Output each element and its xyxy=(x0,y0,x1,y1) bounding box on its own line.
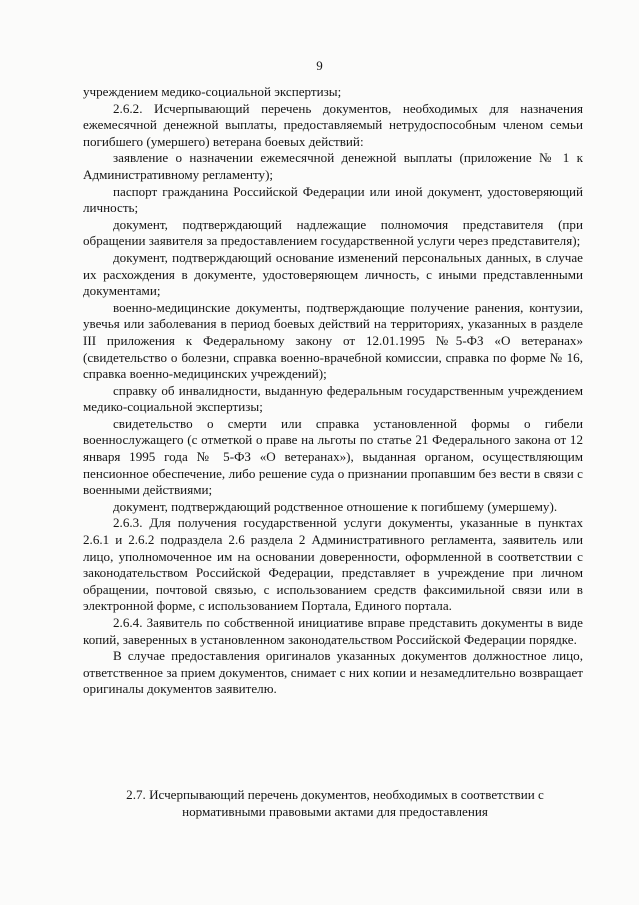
paragraph-2-6-3: 2.6.3. Для получения государственной услуги документы, указанные в пунктах 2.6.1 и 2.6.2 подраздела 2.6 раздела 2 Административного регламента, заявитель или лицо, уполномоченное им на основании доверенности, оформленной в соответствии с законодательством Российской Федерации, представляет в учреждение при личном обращении, почтовой связью, с использованием средств факсимильной связи или в электронной форме, с использованием Портала, Единого портала. xyxy=(83,515,583,614)
section-heading-2-7: 2.7. Исчерпывающий перечень документов, необходимых в соответствии с нормативными правовыми актами для предоставления xyxy=(126,787,544,819)
list-item-death-certificate: свидетельство о смерти или справка установленной формы о гибели военнослужащего (с отметкой о праве на льготы по статье 21 Федерального закона от 12 января 1995 года № 5-ФЗ «О ветеранах»), выданная органом, осуществляющим пенсионное обеспечение, либо решение суда о признании пропавшим без вести в связи с военными действиями; xyxy=(83,415,583,498)
paragraph-2-6-4: 2.6.4. Заявитель по собственной инициативе вправе представить документы в виде копий, заверенных в установленном законодательством Российской Федерации порядке. xyxy=(83,615,583,647)
list-item-medical-documents: военно-медицинские документы, подтверждающие получение ранения, контузии, увечья или заболевания в период боевых действий на территориях, указанных в разделе III приложения к Федеральному закону от 12.01.1995 №5-ФЗ «О ветеранах» (свидетельство о болезни, справка военно-врачебной комиссии, справка по форме № 16, справка военно-медицинских учреждений); xyxy=(83,299,583,382)
list-item-representative: документ, подтверждающий надлежащие полномочия представителя (при обращении заявителя за предоставлением государственной услуги через представителя); xyxy=(83,216,583,249)
paragraph-continuation: учреждением медико-социальной экспертизы; xyxy=(83,84,342,99)
list-item-passport: паспорт гражданина Российской Федерации или иной документ, удостоверяющий личность; xyxy=(83,183,583,216)
list-item-disability: справку об инвалидности, выданную федеральным государственным учреждением медико-социальной экспертизы; xyxy=(83,382,583,415)
list-item-application: заявление о назначении ежемесячной денежной выплаты (приложение № 1 к Административному регламенту); xyxy=(83,150,583,182)
page-number: 9 xyxy=(316,58,323,73)
document-body xyxy=(83,84,583,698)
list-item-kinship: документ, подтверждающий родственное отношение к погибшему (умершему). xyxy=(113,498,558,514)
list-item-personal-data: документ, подтверждающий основание изменений персональных данных, в случае их расхождения в документе, удостоверяющем личность, с иными представленными документами; xyxy=(83,249,583,299)
paragraph-originals: В случае предоставления оригиналов указанных документов должностное лицо, ответственное за прием документов, снимает с них копии и незамедлительно возвращает оригиналы документов заявителю. xyxy=(83,648,583,697)
paragraph-2-6-2: 2.6.2. Исчерпывающий перечень документов, необходимых для назначения ежемесячной денежной выплаты, предоставляемый нетрудоспособным членом семьи погибшего (умершего) ветерана боевых действий: xyxy=(83,100,583,149)
